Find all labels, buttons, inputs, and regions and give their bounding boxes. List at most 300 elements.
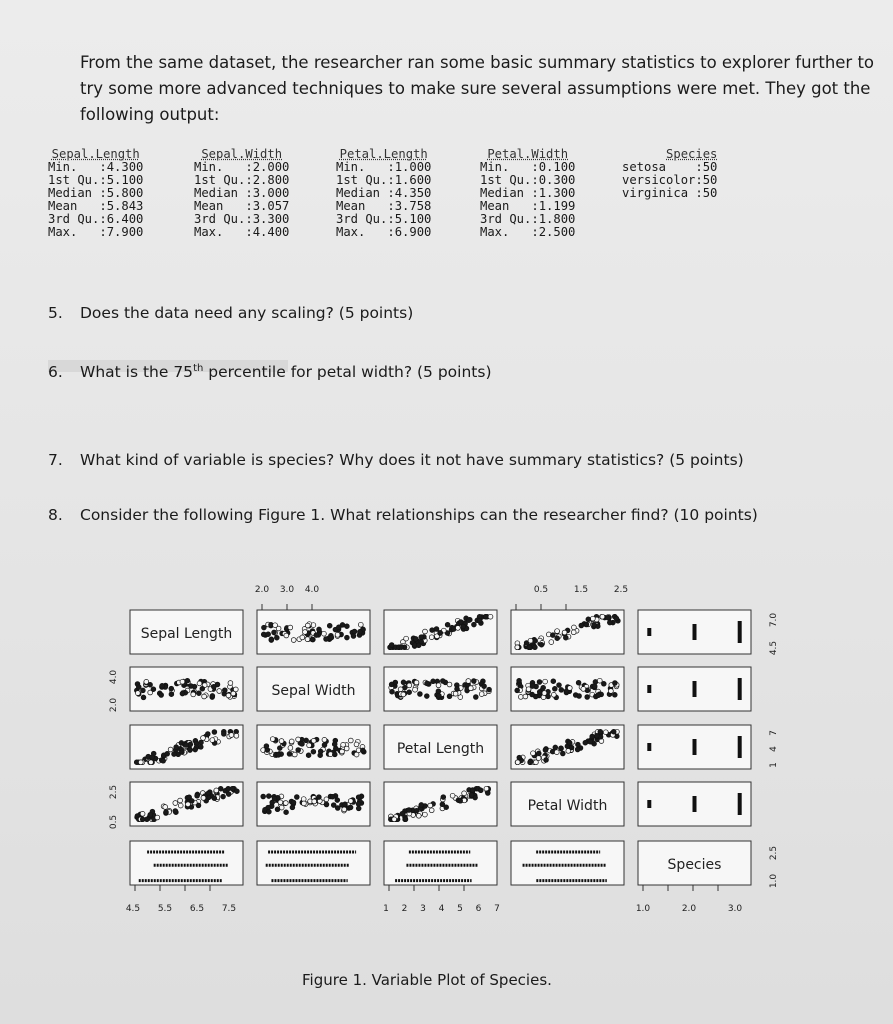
scatter-point <box>305 623 310 628</box>
scatter-point <box>576 680 581 685</box>
top-tick-label: 0.5 <box>533 585 549 595</box>
scatter-point <box>437 693 442 698</box>
scatter-point <box>165 751 170 756</box>
summary-row: Mean :3.758 <box>336 199 432 213</box>
scatter-point <box>327 623 332 628</box>
scatter-point <box>141 695 146 700</box>
scatter-point <box>342 807 347 812</box>
panel-frame <box>384 841 497 885</box>
panel-label-2: Petal Length <box>396 741 485 757</box>
question-number: 6. <box>48 363 63 382</box>
scatter-point <box>470 788 475 793</box>
scatter-point <box>330 794 335 799</box>
scatter-point <box>356 806 361 811</box>
scatter-point <box>329 635 334 640</box>
right-tick-label: 1.0 <box>769 873 779 889</box>
scatter-point <box>515 688 520 693</box>
scatter-point <box>611 729 616 734</box>
scatter-point <box>607 620 612 625</box>
scatter-point <box>161 758 166 763</box>
scatter-point <box>173 801 178 806</box>
scatter-point <box>576 742 581 747</box>
scatter-point <box>189 799 194 804</box>
scatter-point <box>201 796 206 801</box>
summary-header: Petal.Length <box>339 147 428 161</box>
scatter-point <box>536 751 541 756</box>
scatter-point <box>517 678 522 683</box>
scatter-point <box>354 742 359 747</box>
scatter-point <box>340 749 345 754</box>
scatter-point <box>445 622 450 627</box>
scatter-point <box>261 794 266 799</box>
panel-label-1: Sepal Width <box>271 683 356 699</box>
scatter-point <box>226 792 231 797</box>
scatter-point <box>324 797 329 802</box>
summary-row: Min. :2.000 <box>194 160 290 174</box>
scatter-point <box>150 755 155 760</box>
question-number: 7. <box>48 451 63 469</box>
scatter-point <box>579 623 584 628</box>
scatter-point <box>425 681 430 686</box>
summary-col-petal-width <box>480 148 575 239</box>
summary-output <box>48 148 748 260</box>
summary-col-petal-length <box>336 148 431 239</box>
scatter-point <box>212 796 217 801</box>
scatter-point <box>267 809 272 814</box>
scatter-point <box>429 808 434 813</box>
scatter-point <box>180 691 185 696</box>
scatter-point <box>398 687 403 692</box>
summary-row: Median :4.350 <box>336 186 432 200</box>
top-tick-label: 2.0 <box>254 585 270 595</box>
scatter-point <box>563 635 568 640</box>
scatter-point <box>606 615 611 620</box>
scatter-point <box>160 683 165 688</box>
scatter-point <box>287 752 292 757</box>
scatter-point <box>551 679 556 684</box>
left-tick-label: 4.0 <box>109 669 119 685</box>
scatter-point <box>202 694 207 699</box>
scatter-point <box>575 747 580 752</box>
scatter-point <box>272 630 277 635</box>
scatter-point <box>310 637 315 642</box>
species-strip-mark <box>738 736 742 758</box>
scatter-point <box>400 811 405 816</box>
top-tick-label: 1.5 <box>573 585 589 595</box>
scatter-point <box>600 614 605 619</box>
scatter-point <box>466 679 471 684</box>
bottom-tick-label: 1.0 <box>635 904 651 914</box>
scatter-point <box>311 749 316 754</box>
scatter-point <box>537 680 542 685</box>
scatter-point <box>358 622 363 627</box>
scatter-point <box>188 748 193 753</box>
scatter-point <box>314 633 319 638</box>
scatter-point <box>555 636 560 641</box>
summary-row: 3rd Qu.:1.800 <box>480 212 576 226</box>
scatter-point <box>447 694 452 699</box>
species-strip-mark <box>693 796 697 812</box>
scatter-point <box>543 679 548 684</box>
scatter-point <box>163 805 168 810</box>
scatter-point <box>151 687 156 692</box>
scatter-point <box>595 733 600 738</box>
scatter-point <box>533 645 538 650</box>
panel-frame <box>257 841 370 885</box>
scatter-point <box>517 755 522 760</box>
scatter-point <box>555 629 560 634</box>
scatter-point <box>550 633 555 638</box>
scatter-point <box>401 692 406 697</box>
summary-header: Sepal.Width <box>201 147 283 161</box>
scatter-point <box>344 746 349 751</box>
scatter-point <box>141 688 146 693</box>
scatter-point <box>345 635 350 640</box>
scatter-point <box>184 743 189 748</box>
scatter-point <box>528 759 533 764</box>
scatter-point <box>453 691 458 696</box>
scatter-point <box>300 635 305 640</box>
summary-row: Max. :6.900 <box>336 225 432 239</box>
scatter-point <box>291 638 296 643</box>
scatter-point <box>518 695 523 700</box>
summary-row: 1st Qu.:1.600 <box>336 173 432 187</box>
scatter-point <box>292 752 297 757</box>
scatter-point <box>539 642 544 647</box>
scatter-point <box>416 813 421 818</box>
scatter-point <box>407 690 412 695</box>
scatter-point <box>174 745 179 750</box>
scatter-point <box>229 733 234 738</box>
summary-row: 3rd Qu.:5.100 <box>336 212 432 226</box>
bottom-tick-label: 6 <box>475 904 482 914</box>
scatter-point <box>214 788 219 793</box>
scatter-point <box>559 688 564 693</box>
scatter-point <box>262 625 267 630</box>
scatter-point <box>212 730 217 735</box>
scatter-point <box>478 788 483 793</box>
scatter-point <box>544 758 549 763</box>
scatter-point <box>390 689 395 694</box>
figure-caption: Figure 1. Variable Plot of Species. <box>302 971 552 989</box>
scatter-point <box>180 750 185 755</box>
question-text: What is the 75 <box>80 363 194 382</box>
scatter-point <box>416 643 421 648</box>
scatter-point <box>488 614 493 619</box>
bottom-tick-label: 1 <box>383 904 389 914</box>
bottom-tick-label: 6.5 <box>189 904 205 914</box>
scatter-point <box>148 682 153 687</box>
scatter-point <box>468 686 473 691</box>
scatter-point <box>296 748 301 753</box>
scatter-point <box>168 747 173 752</box>
scatter-point <box>136 685 141 690</box>
scatter-point <box>389 643 394 648</box>
summary-row: virginica :50 <box>622 186 718 200</box>
summary-row: 1st Qu.:5.100 <box>48 173 144 187</box>
scatter-point <box>311 738 316 743</box>
scatter-point <box>180 679 185 684</box>
scatter-point <box>269 637 274 642</box>
bottom-tick-label: 7.5 <box>221 904 237 914</box>
question-8 <box>48 506 758 524</box>
scatter-point <box>322 631 327 636</box>
left-tick-label: 2.5 <box>109 784 119 800</box>
bottom-tick-label: 2.0 <box>681 904 697 914</box>
scatter-point <box>178 803 183 808</box>
question-number: 5. <box>48 304 63 322</box>
scatter-point <box>515 645 520 650</box>
scatter-point <box>228 681 233 686</box>
summary-row: setosa :50 <box>622 160 718 174</box>
scatter-point <box>178 798 183 803</box>
species-strip-mark <box>647 628 651 636</box>
scatter-point <box>354 752 359 757</box>
panel-frame <box>130 841 243 885</box>
question-number: 8. <box>48 506 63 524</box>
right-tick-label: 2.5 <box>769 845 779 861</box>
scatter-point <box>542 691 547 696</box>
right-tick-label: 4.5 <box>769 640 779 656</box>
scatter-point <box>567 741 572 746</box>
panel-label-4: Species <box>667 857 722 873</box>
summary-row: 3rd Qu.:6.400 <box>48 212 144 226</box>
scatter-point <box>428 803 433 808</box>
scatter-point <box>562 630 567 635</box>
scatter-point <box>407 808 412 813</box>
scatter-point <box>554 750 559 755</box>
scatter-point <box>613 681 618 686</box>
scatter-point <box>586 617 591 622</box>
scatter-point <box>531 751 536 756</box>
summary-row: Min. :1.000 <box>336 160 432 174</box>
scatter-point <box>472 622 477 627</box>
scatter-point <box>288 746 293 751</box>
scatter-point <box>597 678 602 683</box>
intro-paragraph: From the same dataset, the researcher ran some basic summary statistics to explorer further to try some more advanced techniques to make sure several assumptions were met. They got the following output: <box>80 53 875 124</box>
scatter-point <box>537 690 542 695</box>
scatter-point <box>356 802 361 807</box>
species-strip-mark <box>738 678 742 700</box>
summary-row: Mean :5.843 <box>48 199 144 213</box>
bottom-tick-label: 3.0 <box>727 904 743 914</box>
scatter-point <box>430 628 435 633</box>
scatter-point <box>279 739 284 744</box>
scatter-point <box>169 686 174 691</box>
scatter-point <box>356 795 361 800</box>
scatter-point <box>583 740 588 745</box>
scatter-point <box>552 686 557 691</box>
scatter-point <box>348 805 353 810</box>
top-tick-label: 2.5 <box>613 585 629 595</box>
scatter-point <box>135 691 140 696</box>
question-text: Does the data need any scaling? (5 points) <box>80 304 414 322</box>
scatter-point <box>335 632 340 637</box>
scatter-point <box>341 742 346 747</box>
scatter-point <box>434 627 439 632</box>
scatter-point <box>343 802 348 807</box>
scatter-point <box>304 738 309 743</box>
scatter-point <box>291 800 296 805</box>
scatter-point <box>471 679 476 684</box>
scatter-point <box>591 616 596 621</box>
scatter-point <box>283 801 288 806</box>
scatter-point <box>201 736 206 741</box>
scatter-point <box>352 629 357 634</box>
scatter-point <box>418 692 423 697</box>
scatter-point <box>333 746 338 751</box>
scatter-point <box>483 614 488 619</box>
question-7 <box>48 451 744 469</box>
scatter-point <box>577 694 582 699</box>
scatter-point <box>303 630 308 635</box>
scatter-point <box>413 637 418 642</box>
summary-col-sepal-width <box>194 148 289 239</box>
scatter-point <box>572 625 577 630</box>
scatter-point <box>441 795 446 800</box>
scatter-point <box>275 807 280 812</box>
scatter-point <box>458 798 463 803</box>
scatter-point <box>317 627 322 632</box>
scatter-point <box>231 691 236 696</box>
bottom-tick-label: 4 <box>438 904 445 914</box>
right-tick-label: 7 <box>769 730 779 736</box>
scatter-point <box>485 791 490 796</box>
scatter-point <box>581 687 586 692</box>
scatter-point <box>482 684 487 689</box>
scatter-point <box>358 629 363 634</box>
bottom-tick-label: 4.5 <box>125 904 141 914</box>
scatter-point <box>523 694 528 699</box>
summary-row: Mean :3.057 <box>194 199 290 213</box>
scatter-point <box>469 793 474 798</box>
scatter-point <box>159 693 164 698</box>
scatter-point <box>266 632 271 637</box>
summary-col-species <box>622 148 717 200</box>
scatter-point <box>588 739 593 744</box>
scatter-point <box>515 760 520 765</box>
summary-row: Max. :7.900 <box>48 225 144 239</box>
scatter-point <box>436 689 441 694</box>
scatter-point <box>407 683 412 688</box>
scatter-point <box>534 760 539 765</box>
summary-row: 1st Qu.:2.800 <box>194 173 290 187</box>
summary-row: Min. :0.100 <box>480 160 576 174</box>
scatter-point <box>351 634 356 639</box>
scatter-point <box>392 817 397 822</box>
scatter-point <box>450 793 455 798</box>
top-tick-label: 4.0 <box>304 585 320 595</box>
scatter-point <box>332 752 337 757</box>
scatter-point <box>609 689 614 694</box>
scatter-point <box>403 817 408 822</box>
summary-row: Max. :4.400 <box>194 225 290 239</box>
left-tick-label: 0.5 <box>109 814 119 830</box>
species-strip-mark <box>647 743 651 751</box>
scatter-point <box>444 805 449 810</box>
scatter-point <box>164 810 169 815</box>
scatter-point <box>140 817 145 822</box>
scatter-point <box>324 637 329 642</box>
species-strip-mark <box>693 739 697 755</box>
scatter-point <box>612 692 617 697</box>
scatter-point <box>466 618 471 623</box>
scatter-point <box>455 687 460 692</box>
scatter-point <box>193 747 198 752</box>
bottom-tick-label: 5 <box>457 904 463 914</box>
scatter-point <box>270 800 275 805</box>
scatter-point <box>289 739 294 744</box>
summary-row: Median :5.800 <box>48 186 144 200</box>
scatter-point <box>527 645 532 650</box>
summary-col-sepal-length <box>48 148 143 239</box>
right-tick-label: 7.0 <box>769 612 779 628</box>
scatter-point <box>270 737 275 742</box>
question-text: What kind of variable is species? Why does it not have summary statistics? (5 points) <box>80 451 744 469</box>
scatter-point <box>294 795 299 800</box>
scatter-point <box>284 810 289 815</box>
scatter-point <box>447 682 452 687</box>
panel-label-3: Petal Width <box>527 798 608 814</box>
scatter-point <box>423 629 428 634</box>
pairs-plot-svg <box>109 580 800 920</box>
scatter-point <box>596 693 601 698</box>
scatter-point <box>399 645 404 650</box>
scatter-point <box>317 795 322 800</box>
scatter-point <box>419 635 424 640</box>
species-strip-mark <box>647 800 651 808</box>
scatter-point <box>438 630 443 635</box>
scatter-point <box>300 742 305 747</box>
scatter-point <box>191 692 196 697</box>
question-text-cont: percentile for petal width? (5 points) <box>203 363 492 382</box>
scatter-point <box>549 640 554 645</box>
right-tick-label: 1 <box>769 762 779 768</box>
scatter-point <box>149 760 154 765</box>
scatter-point <box>195 793 200 798</box>
scatter-point <box>197 691 202 696</box>
scatter-point <box>462 791 467 796</box>
scatter-point <box>477 618 482 623</box>
summary-row: 3rd Qu.:3.300 <box>194 212 290 226</box>
summary-row: Median :3.000 <box>194 186 290 200</box>
scatter-point <box>487 687 492 692</box>
bottom-tick-label: 2 <box>401 904 408 914</box>
scatter-point <box>155 815 160 820</box>
scatter-point <box>169 692 174 697</box>
question-5 <box>48 304 413 322</box>
scatter-point <box>551 692 556 697</box>
question-6 <box>48 363 492 381</box>
scatter-point <box>585 695 590 700</box>
summary-header: Species <box>666 147 718 161</box>
scatter-point <box>614 616 619 621</box>
scatter-point <box>322 737 327 742</box>
scatter-point <box>305 637 310 642</box>
scatter-point <box>336 625 341 630</box>
scatter-point <box>284 633 289 638</box>
summary-row: Min. :4.300 <box>48 160 144 174</box>
scatter-point <box>592 622 597 627</box>
scatter-point <box>210 694 215 699</box>
scatter-point <box>424 694 429 699</box>
scatter-point <box>221 732 226 737</box>
summary-row: Median :1.300 <box>480 186 576 200</box>
scatter-point <box>138 760 143 765</box>
scatter-point <box>210 738 215 743</box>
species-strip-mark <box>693 624 697 640</box>
species-strip-mark <box>738 621 742 643</box>
